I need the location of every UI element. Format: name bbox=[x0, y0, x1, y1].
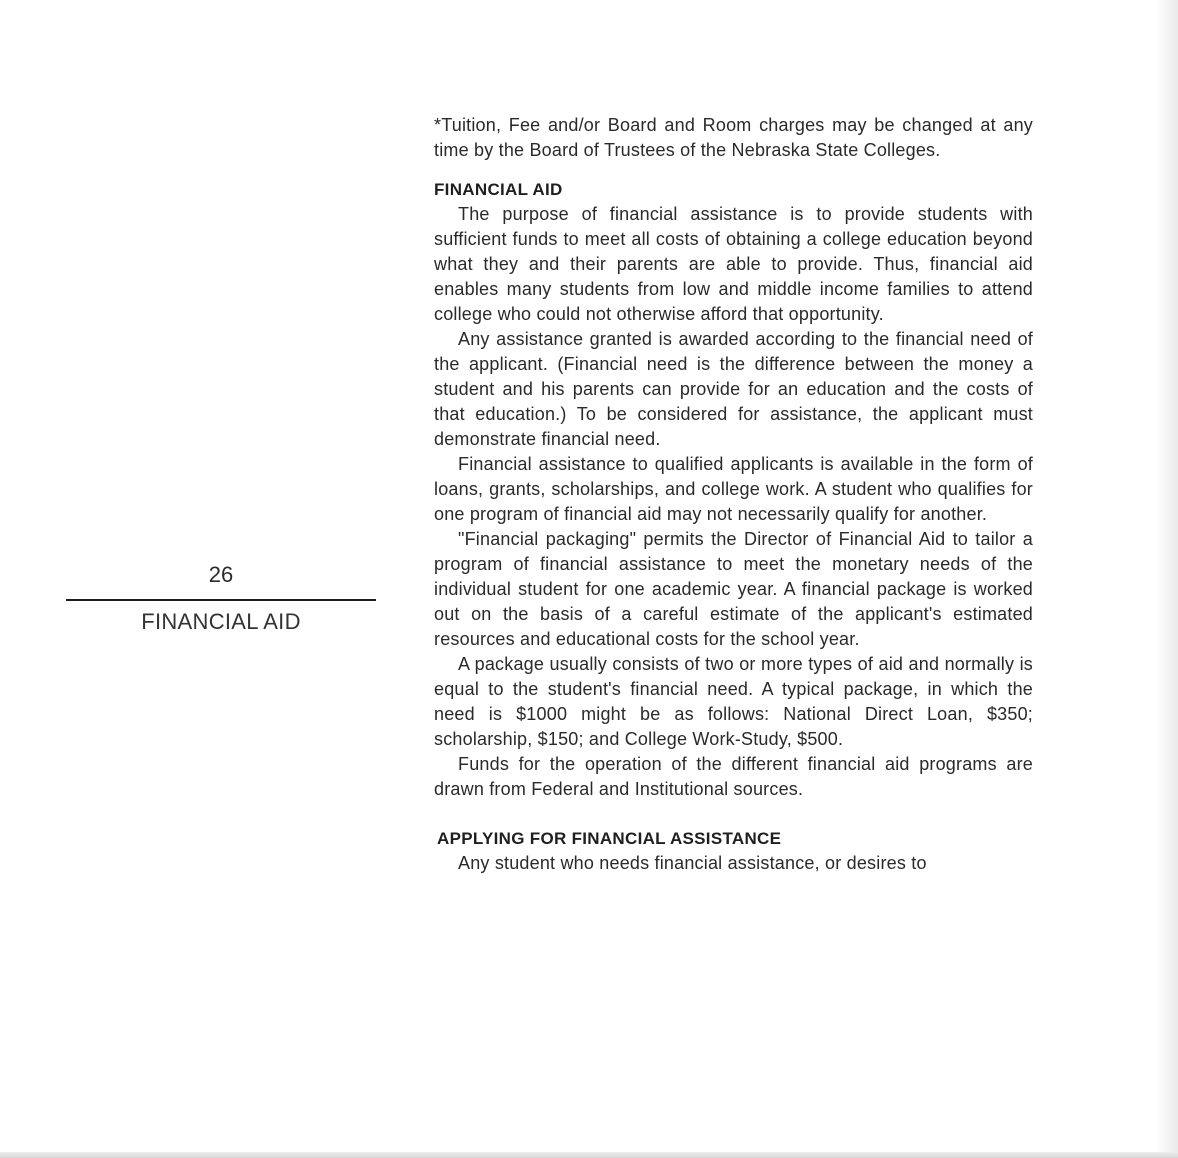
paragraph-forms-of-aid: Financial assistance to qualified applicants is available in the form of loans, grants, scholarships, and college work. A student who qualifies for one program of financial aid may not necessarily qualify for another. bbox=[434, 454, 1033, 524]
page-binding-shadow bbox=[1155, 0, 1178, 1158]
paragraph-applying: Any student who needs financial assistance, or desires to bbox=[458, 853, 927, 873]
heading-applying: APPLYING FOR FINANCIAL ASSISTANCE bbox=[437, 829, 782, 848]
main-text-column bbox=[434, 113, 1033, 876]
paragraph-purpose: The purpose of financial assistance is to provide students with sufficient funds to meet all costs of obtaining a college education beyond what they and their parents are able to provide. Thus, financial aid enables many students from low and middle income families to attend college who could not otherwise afford that opportunity. bbox=[434, 204, 1033, 324]
section-divider bbox=[66, 599, 376, 601]
paragraph-financial-need: Any assistance granted is awarded according to the financial need of the applicant. (Financial need is the difference between the money a student and his parents can provide for an education and the costs of that education.) To be considered for assistance, the applicant must demonstrate financial need. bbox=[434, 329, 1033, 449]
page-number: 26 bbox=[208, 562, 234, 587]
section-label: FINANCIAL AID bbox=[141, 609, 301, 634]
paragraph-funding-sources: Funds for the operation of the different financial aid programs are drawn from Federal and Institutional sources. bbox=[434, 754, 1033, 799]
section-marker bbox=[66, 560, 376, 635]
charges-footnote: *Tuition, Fee and/or Board and Room charges may be changed at any time by the Board of Trustees of the Nebraska State Colleges. bbox=[434, 115, 1033, 160]
paragraph-package-example: A package usually consists of two or more types of aid and normally is equal to the student's financial need. A typical package, in which the need is $1000 might be as follows: National Direct Loan, $350; scholarship, $150; and College Work-Study, $500. bbox=[434, 654, 1033, 749]
paragraph-packaging: "Financial packaging" permits the Director of Financial Aid to tailor a program of financial assistance to meet the monetary needs of the individual student for one academic year. A financial package is worked out on the basis of a careful estimate of the applicant's estimated resources and educational costs for the school year. bbox=[434, 529, 1033, 649]
heading-financial-aid: FINANCIAL AID bbox=[434, 180, 563, 199]
page-bottom-edge bbox=[0, 1152, 1178, 1158]
